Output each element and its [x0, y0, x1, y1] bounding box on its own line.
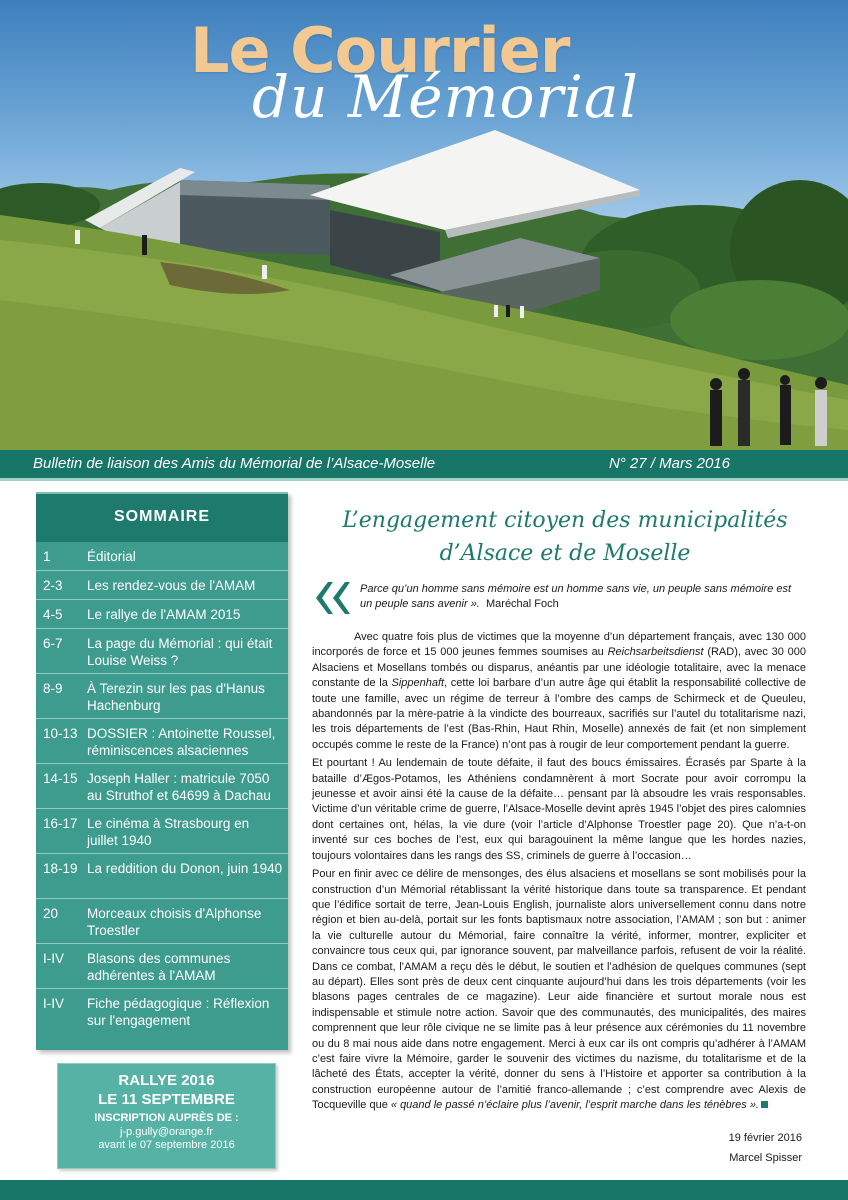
masthead-title: Le Courrier: [190, 14, 570, 87]
paragraph-text: Pour en finir avec ce délire de mensonges, des élus alsaciens et mosellans se sont mobilisés pour la construction d’un Mémorial rétablissant la vérité historique dans toute sa transparence. Et pendant que l’édifice sortait de terre, Jean-Louis English, journaliste alors universellement connu dans notre région et bien au-delà, portait sur les fonts baptismaux notre association, l’AMAM ; son but : animer la vie culturelle autour du Mémorial, faire connaître la vérité, informer, montrer, expliciter et convaincre tous ceux qui, par ignorance souvent, par malveillance parfois, refusent de voir la réalité. Dans ce combat, l’AMAM a reçu dès le début, le soutien et l’adhésion de quelques communes (sept au départ). Elles sont près de deux cent cinquante aujourd’hui dans les trois départements (voir les blasons pages centrales de ce magazine). Leur aide financière et surtout morale nous est indispensable et stimule notre action. Savoir que des communautés, des municipalités, des maires comprennent que leur rôle civique ne se limite pas à leur présence aux cérémonies du 11 novembre ou du 8 mai nous aide dans notre engagement. Merci à eux car ils ont compris qu’adhérer à l’AMAM c’est faire vivre la Mémoire, garder le souvenir des victimes du nazisme, du totalitarisme et de la lâcheté des États, accepter la vérité, donner du sens à l’Histoire et apporter sa contribution à la construction européenne autour de l’amitié franco-allemande ; c’est comprendre avec Alexis de Tocqueville que: [312, 868, 806, 1112]
footer-bar: [0, 1180, 848, 1200]
rallye-title: RALLYE 2016: [118, 1072, 215, 1089]
banner-divider: [0, 478, 848, 481]
toc-list: [36, 542, 288, 1033]
toc-item[interactable]: [36, 719, 288, 764]
masthead-subtitle: du Mémorial: [252, 63, 639, 131]
paragraph-2: Et pourtant ! Au lendemain de toute défaite, il faut des boucs émissaires. Écrasés par Sparte à la bataille d’Ægos-Potamos, les Athéniens condamnèrent à mort Socrate pour avoir corrompu la jeunesse et avoir ainsi été la cause de la défaite… pensant par là absoudre les vrais responsables. Victime d’un véritable crime de guerre, l’Alsace-Moselle devint après 1945 l’objet des pires calomnies dont certaines ont, hélas, la vie dure (voir l’article d’Alphonse Troestler page 20). Que n’a-t-on inventé sur ces boches de l’est, eux qui baragouinent la même langue que les hordes nazies, toujours volontaires dans les rangs des SS, criminels de guerre à l’occasion…: [312, 757, 806, 862]
toc-page: 1: [43, 549, 51, 564]
signature-author: Marcel Spisser: [729, 1152, 802, 1164]
rallye-announcement: [57, 1063, 276, 1169]
toc-item[interactable]: [36, 899, 288, 944]
paragraph-1: [312, 630, 806, 753]
article-title-line2: d’Alsace et de Moselle: [439, 541, 691, 566]
toc-title: Fiche pédagogique : Réflexion sur l'engagement: [87, 996, 270, 1028]
toc-title: Morceaux choisis d'Alphonse Troestler: [87, 906, 262, 938]
paragraph-text: (RAD), avec 30 000 Alsaciens et Mosellans tombés ou disparus, anéantis par une idéologie totalitaire, avec la menace constante de la: [312, 646, 806, 690]
toc-item[interactable]: [36, 809, 288, 854]
rallye-deadline: avant le 07 septembre 2016: [98, 1139, 235, 1151]
toc-item[interactable]: [36, 571, 288, 600]
toc-page: 18-19: [43, 861, 78, 876]
toc-heading: SOMMAIRE: [114, 508, 210, 525]
rallye-email-link[interactable]: j-p.gully@orange.fr: [119, 1126, 214, 1138]
toc-page: 14-15: [43, 771, 78, 786]
toc-title: Le rallye de l'AMAM 2015: [87, 607, 241, 622]
toc-item[interactable]: [36, 854, 288, 899]
signature-date: 19 février 2016: [728, 1132, 802, 1144]
toc-item[interactable]: [36, 600, 288, 629]
toc-item[interactable]: [36, 764, 288, 809]
bulletin-subtitle: Bulletin de liaison des Amis du Mémorial de l’Alsace-Moselle: [33, 455, 436, 472]
toc-page: 10-13: [43, 726, 78, 741]
table-of-contents: [36, 492, 288, 1050]
toc-item[interactable]: [36, 944, 288, 989]
toc-page: 8-9: [43, 681, 63, 696]
toc-title: Le cinéma à Strasbourg en juillet 1940: [87, 816, 250, 848]
issue-banner: [0, 450, 848, 478]
toc-page: 2-3: [43, 578, 63, 593]
closing-quote: « quand le passé n’éclaire plus l’avenir, l’esprit marche dans les ténèbres ».: [390, 1099, 759, 1112]
toc-item[interactable]: [36, 674, 288, 719]
paragraph-text: , cette loi barbare d’un autre âge qui établit la responsabilité collective de toute une famille, avec un régime de terreur à l’ombre des camps de Schirmeck et de Queuleu, abandonnés par la mère-patrie à la vindicte des bourreaux, sacrifiés sur l’autel du totalitarisme nazi, les trois départements de l’est (Bas-Rhin, Haut Rhin, Moselle) annexés de fait (et non simplement occupés comme le reste de la France) n’ont pas à rougir de leur comportement pendant la guerre.: [312, 677, 806, 751]
toc-page: 20: [43, 906, 59, 921]
paragraph-text: Avec quatre fois plus de victimes que la moyenne d’un département français, avec 130 000 incorporés de force et 15 000 jeunes femmes soumises au: [312, 631, 806, 659]
rallye-date: LE 11 SEPTEMBRE: [98, 1091, 235, 1108]
toc-item[interactable]: [36, 989, 288, 1033]
toc-item[interactable]: [36, 542, 288, 571]
toc-title: Joseph Haller : matricule 7050 au Struthof et 64699 à Dachau: [87, 771, 271, 803]
emphasis-term: Reichsarbeitsdienst: [607, 646, 704, 659]
toc-title: Éditorial: [87, 549, 136, 564]
toc-page: I-IV: [43, 951, 65, 966]
toc-title: Les rendez-vous de l'AMAM: [87, 578, 256, 593]
article-title: [300, 504, 830, 570]
article-title-line1: L’engagement citoyen des municipalités: [342, 508, 788, 533]
epigraph: [360, 582, 806, 612]
toc-title: La page du Mémorial : qui était Louise Weiss ?: [87, 636, 273, 668]
cover-photo: [0, 0, 848, 450]
toc-title: DOSSIER : Antoinette Roussel, réminiscences alsaciennes: [87, 726, 276, 758]
paragraph-3: [312, 867, 806, 1114]
toc-page: 4-5: [43, 607, 63, 622]
article-body: [312, 630, 806, 1117]
toc-title: Blasons des communes adhérentes à l'AMAM: [87, 951, 231, 983]
end-mark-icon: [761, 1101, 768, 1108]
toc-page: I-IV: [43, 996, 65, 1011]
emphasis-term: Sippenhaft: [391, 677, 445, 690]
toc-title: À Terezin sur les pas d'Hanus Hachenburg: [87, 681, 265, 713]
toc-page: 6-7: [43, 636, 63, 651]
toc-page: 16-17: [43, 816, 78, 831]
toc-title: La reddition du Donon, juin 1940: [87, 861, 283, 876]
toc-item[interactable]: [36, 629, 288, 674]
epigraph-author: Maréchal Foch: [486, 598, 559, 610]
quote-mark-icon: [312, 580, 352, 616]
issue-number: N° 27 / Mars 2016: [608, 455, 730, 472]
toc-heading-bar: [36, 494, 288, 542]
epigraph-text: Parce qu’un homme sans mémoire est un homme sans vie, un peuple sans mémoire est un peuple sans avenir ».: [360, 583, 792, 610]
rallye-registration-label: INSCRIPTION AUPRÈS DE :: [94, 1112, 239, 1124]
